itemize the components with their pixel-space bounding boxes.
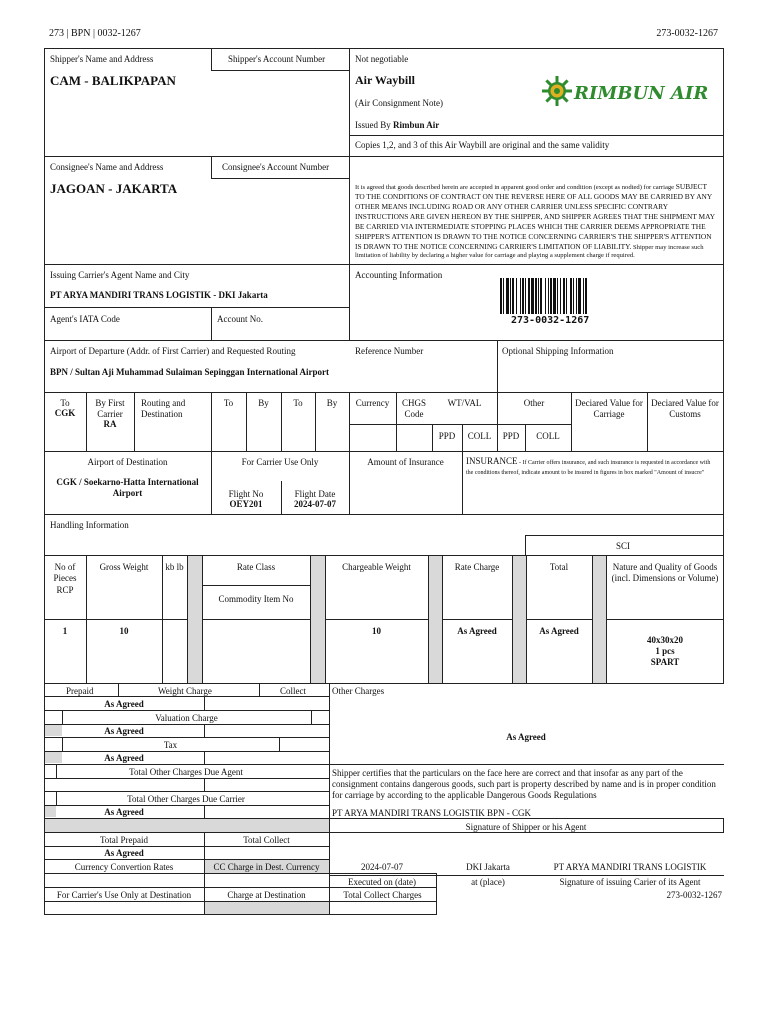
consignee-name: JAGOAN - JAKARTA — [50, 181, 178, 196]
chargeable-weight-value: 10 — [372, 626, 381, 636]
to-label: To — [60, 398, 70, 408]
other-label: Other — [523, 398, 545, 408]
air-waybill-subtitle: (Air Consignment Note) — [355, 98, 443, 108]
consignee-account-label: Consignee's Account Number — [222, 162, 330, 172]
airport-destination-label: Airport of Destination — [87, 457, 168, 467]
routing-destination-label: Routing and Destination — [141, 398, 186, 420]
carrier-use-only-label: For Carrier Use Only — [241, 457, 319, 467]
total-collect-charges-label: Total Collect Charges — [343, 890, 422, 900]
rimbun-air-logo-icon — [542, 76, 572, 106]
gross-weight-label: Gross Weight — [99, 562, 149, 572]
declared-value-carriage-label: Deciared Value for Carriage — [575, 398, 643, 420]
flight-date-value: 2024-07-07 — [294, 499, 336, 509]
coll-2-label: COLL — [536, 431, 560, 441]
other-charges-label: Other Charges — [332, 686, 385, 696]
other-charges-value: As Agreed — [506, 732, 546, 742]
issued-by — [355, 120, 439, 130]
cc-charge-label: CC Charge in Dest. Currency — [213, 862, 320, 872]
accounting-label: Accounting Information — [355, 270, 443, 280]
awb-number-footer: 273-0032-1267 — [666, 890, 722, 900]
ppd-2-label: PPD — [502, 431, 520, 441]
handling-label: Handling Information — [50, 520, 129, 530]
agent-iata-label: Agent's IATA Code — [50, 314, 120, 324]
executed-carrier: PT ARYA MANDIRI TRANS LOGISTIK — [553, 862, 707, 872]
agent-name: PT ARYA MANDIRI TRANS LOGISTIK - DKI Jakarta — [50, 290, 268, 300]
issued-by-label: Issued By — [355, 120, 391, 130]
shipper-signature-label: Signature of Shipper or his Agent — [465, 822, 587, 832]
chargeable-weight-label: Chargeable Weight — [342, 562, 411, 572]
consignee-label: Consignee's Name and Address — [50, 162, 164, 172]
valuation-charge-value: As Agreed — [104, 726, 144, 736]
by-first-carrier-label: By First Carrier — [95, 398, 125, 420]
total-label: Total — [549, 562, 569, 572]
departure-value: BPN / Sultan Aji Muhammad Sulaiman Sepinggan International Airport — [50, 367, 330, 377]
gross-weight-value: 10 — [119, 626, 129, 636]
optional-shipping-label: Optional Shipping Information — [502, 346, 614, 356]
rimbun-air-logo-text: RIMBUN AIR — [574, 83, 709, 104]
coll-1-label: COLL — [467, 431, 492, 441]
sci-label: SCI — [616, 541, 631, 551]
total-collect-label: Total Collect — [243, 835, 290, 845]
declared-value-customs-label: Deciared Value for Customs — [651, 398, 719, 420]
rate-charge-value: As Agreed — [457, 626, 497, 636]
rate-class-label: Rate Class — [236, 562, 276, 572]
reference-number-label: Reference Number — [355, 346, 424, 356]
by-first-carrier-value: RA — [103, 419, 117, 429]
other-charges-carrier-value: As Agreed — [104, 807, 144, 817]
flight-date-label: Flight Date — [294, 489, 336, 499]
tax-label: Tax — [163, 740, 178, 750]
shipper-certification: Shipper certifies that the particulars on the face here are correct and that insofar as any part of the consignment contains dangerous goods, such part is property described by name and is in proper condition for carriage by according to the applicable Dangerous Goods Regulations — [332, 768, 716, 800]
weight-charge-label: Weight Charge — [158, 686, 212, 696]
shipper-name: CAM - BALIKPAPAN — [50, 73, 176, 88]
collect-label: Collect — [280, 686, 306, 696]
insurance-note: INSURANCE - If Carrier offers insurance, and such insurance is requested in accordance with the conditions thereof, indicate amount to be insured in figures in box marked "Amount of insucre" — [466, 456, 711, 476]
pieces-label: No of Pieces RCP — [53, 562, 77, 595]
not-negotiable-label: Not negotiable — [355, 54, 409, 64]
by2-label: By — [258, 398, 269, 408]
airport-destination-value: CGK / Soekarno-Hatta International Airport — [56, 477, 199, 499]
charge-at-destination-label: Charge at Destination — [227, 890, 306, 900]
total-prepaid-label: Total Prepaid — [99, 835, 149, 845]
currency-conversion-label: Currency Convertion Rates — [74, 862, 174, 872]
air-waybill-title: Air Waybill — [355, 73, 415, 87]
executed-date: 2024-07-07 — [361, 862, 403, 872]
ppd-1-label: PPD — [438, 431, 456, 441]
by3-label: By — [326, 398, 338, 408]
conditions-of-contract: It is agreed that goods described herein are accepted in apparent good order and condition (except as nodted) for carriage SUBJECT TO THE CONDITIONS OF CONTRACT ON THE REVERSE HERE OF ALL GOODS MAY BE CARRIED BY ANY OTHER MEANS INCLUDING ROAD OR ANY OTHER CARRIER UNLESS SPECIFIC CONTRARY INSTRUCTIONS ARE GIVEN HEREON BY THE SHIPPER, AND SHIPPER AGREES THAT THE SHIPMENT MAY BE CARRIED VIA INTERMEDIATE STOPPING PLACES WHICH THE CARRIER DEEMS APPROPRIATE THE SHIPPER'S ATTENTION IS DRAWN TO THE NOTICE CONCERNING CARRIER'S THE SHIPPER'S ATTENTION IS DRAWN TO THE NOTICE CONCERNING CARRIER'S LIMITATION OF LIABILITY. Shipper may increase such limitation of liability by declaring a higher value for carriage and playing a supplement charge if required. — [355, 182, 715, 260]
commodity-item-label: Commodity Item No — [218, 594, 294, 604]
rate-charge-label: Rate Charge — [454, 562, 500, 572]
flight-no-value: OEY201 — [229, 499, 263, 509]
flight-no-label: Flight No — [228, 489, 264, 499]
agent-label: Issuing Carrier's Agent Name and City — [50, 270, 190, 280]
shipper-signature-name: PT ARYA MANDIRI TRANS LOGISTIK BPN - CGK — [332, 808, 531, 818]
barcode-text: 273-0032-1267 — [511, 315, 590, 326]
kb-lb-label: kb lb — [165, 562, 184, 572]
issued-by-value: Rimbun Air — [393, 120, 440, 130]
executed-date-label: Executed on (date) — [348, 877, 416, 887]
weight-charge-value: As Agreed — [104, 699, 144, 709]
currency-label: Currency — [355, 398, 390, 408]
shipper-account-label: Shipper's Account Number — [228, 54, 326, 64]
nature-dimensions: 40x30x20 — [647, 635, 683, 645]
awb-prefix: 273 | BPN | 0032-1267 — [49, 28, 141, 39]
nature-quality-label: Nature and Quality of Goods (incl. Dimensions or Volume) — [611, 562, 719, 584]
amount-insurance-label: Amount of Insurance — [367, 457, 444, 467]
total-value: As Agreed — [539, 626, 579, 636]
barcode-icon — [500, 278, 638, 316]
awb-number-top: 273-0032-1267 — [656, 28, 718, 39]
chgs-code-label: CHGS Code — [401, 398, 426, 420]
executed-place: DKI Jakarta — [466, 862, 510, 872]
account-no-label: Account No. — [217, 314, 263, 324]
prepaid-label: Prepaid — [66, 686, 94, 696]
total-prepaid-value: As Agreed — [104, 848, 144, 858]
departure-label: Airport of Departure (Addr. of First Carrier) and Requested Routing — [50, 346, 296, 356]
to3-label: To — [293, 398, 303, 408]
executed-place-label: at (place) — [471, 877, 505, 887]
carrier-signature-label: Signature of issuing Carier of its Agent — [559, 877, 701, 887]
nature-type: SPART — [650, 657, 680, 667]
to2-label: To — [223, 398, 234, 408]
shipper-label: Shipper's Name and Address — [50, 54, 154, 64]
nature-pieces: 1 pcs — [655, 646, 675, 656]
tax-value: As Agreed — [104, 753, 144, 763]
pieces-value: 1 — [62, 626, 68, 636]
wt-val-label: WT/VAL — [447, 398, 482, 408]
carrier-use-destination-label: For Carrier's Use Only at Destination — [56, 890, 192, 900]
other-charges-agent-label: Total Other Charges Due Agent — [129, 767, 243, 777]
copies-note: Copies 1,2, and 3 of this Air Waybill are original and the same validity — [355, 140, 610, 150]
to-value: CGK — [54, 408, 76, 418]
other-charges-carrier-label: Total Other Charges Due Carrier — [127, 794, 245, 804]
valuation-charge-label: Valuation Charge — [155, 713, 218, 723]
